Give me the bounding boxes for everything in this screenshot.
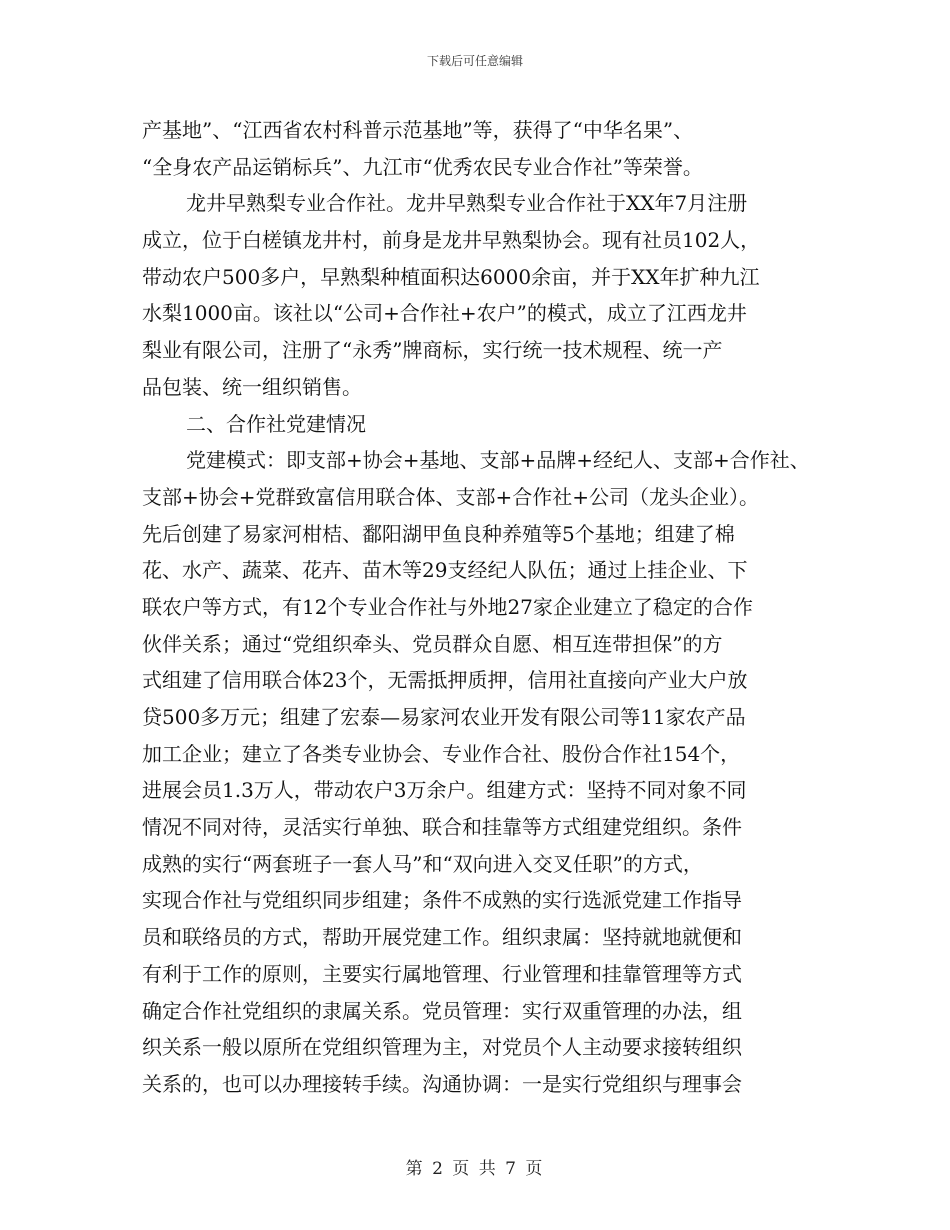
section-heading: 二、合作社党建情况 [186, 411, 366, 436]
text-line: 关系的，也可以办理接转手续。沟通协调：一是实行党组织与理事会 [142, 1071, 742, 1096]
text-line: 成立，位于白槎镇龙井村，前身是龙井早熟梨协会。现有社员102人， [142, 228, 761, 253]
text-line: 有利于工作的原则，主要实行属地管理、行业管理和挂靠管理等方式 [142, 961, 742, 986]
text-line: 进展会员1.3万人，带动农户3万余户。组建方式：坚持不同对象不同 [142, 778, 747, 803]
text-line: “全身农产品运销标兵”、九江市“优秀农民专业合作社”等荣誉。 [142, 154, 703, 179]
text-line: 伙伴关系；通过“党组织牵头、党员群众自愿、相互连带担保”的方 [142, 631, 723, 656]
text-line: 确定合作社党组织的隶属关系。党员管理：实行双重管理的办法，组 [142, 998, 742, 1023]
text-line: 加工企业；建立了各类专业协会、专业作合社、股份合作社154个， [142, 741, 741, 766]
document-body [142, 112, 812, 1103]
paragraph-start: 党建模式：即支部+协会+基地、支部+品牌+经纪人、支部+合作社、 [186, 448, 810, 473]
text-line: 支部+协会+党群致富信用联合体、支部+合作社+公司（龙头企业）。 [142, 484, 760, 509]
text-line: 成熟的实行“两套班子一套人马”和“双向进入交叉任职”的方式， [142, 851, 703, 876]
text-line: 联农户等方式，有12个专业合作社与外地27家企业建立了稳定的合作 [142, 594, 753, 619]
text-line: 情况不同对待，灵活实行单独、联合和挂靠等方式组建党组织。条件 [142, 815, 742, 840]
text-line: 实现合作社与党组织同步组建；条件不成熟的实行选派党建工作指导 [142, 888, 742, 913]
text-line: 产基地”、“江西省农村科普示范基地”等，获得了“中华名果”、 [142, 118, 694, 142]
text-line: 式组建了信用联合体23个，无需抵押质押，信用社直接向产业大户放 [142, 668, 748, 693]
page-header: 下载后可任意编辑 [426, 54, 523, 68]
text-line: 带动农户500多户，早熟梨种植面积达6000余亩，并于XX年扩种九江 [142, 264, 760, 289]
page-number: 第 2 页 共 7 页 [405, 1159, 545, 1179]
text-line: 员和联络员的方式，帮助开展党建工作。组织隶属：坚持就地就便和 [142, 925, 742, 950]
text-line: 花、水产、蔬菜、花卉、苗木等29支经纪人队伍；通过上挂企业、下 [142, 558, 748, 583]
text-line: 织关系一般以原所在党组织管理为主，对党员个人主动要求接转组织 [142, 1035, 742, 1060]
text-line: 贷500多万元；组建了宏泰—易家河农业开发有限公司等11家农产品 [142, 705, 746, 729]
paragraph-start: 龙井早熟梨专业合作社。龙井早熟梨专业合作社于XX年7月注册 [186, 191, 748, 216]
text-line: 梨业有限公司，注册了“永秀”牌商标，实行统一技术规程、统一产 [142, 338, 723, 363]
text-line: 先后创建了易家河柑桔、鄱阳湖甲鱼良种养殖等5个基地；组建了棉 [142, 521, 735, 546]
text-line: 品包装、统一组织销售。 [142, 374, 362, 399]
text-line: 水梨1000亩。该社以“公司+合作社+农户”的模式，成立了江西龙井 [142, 301, 747, 326]
